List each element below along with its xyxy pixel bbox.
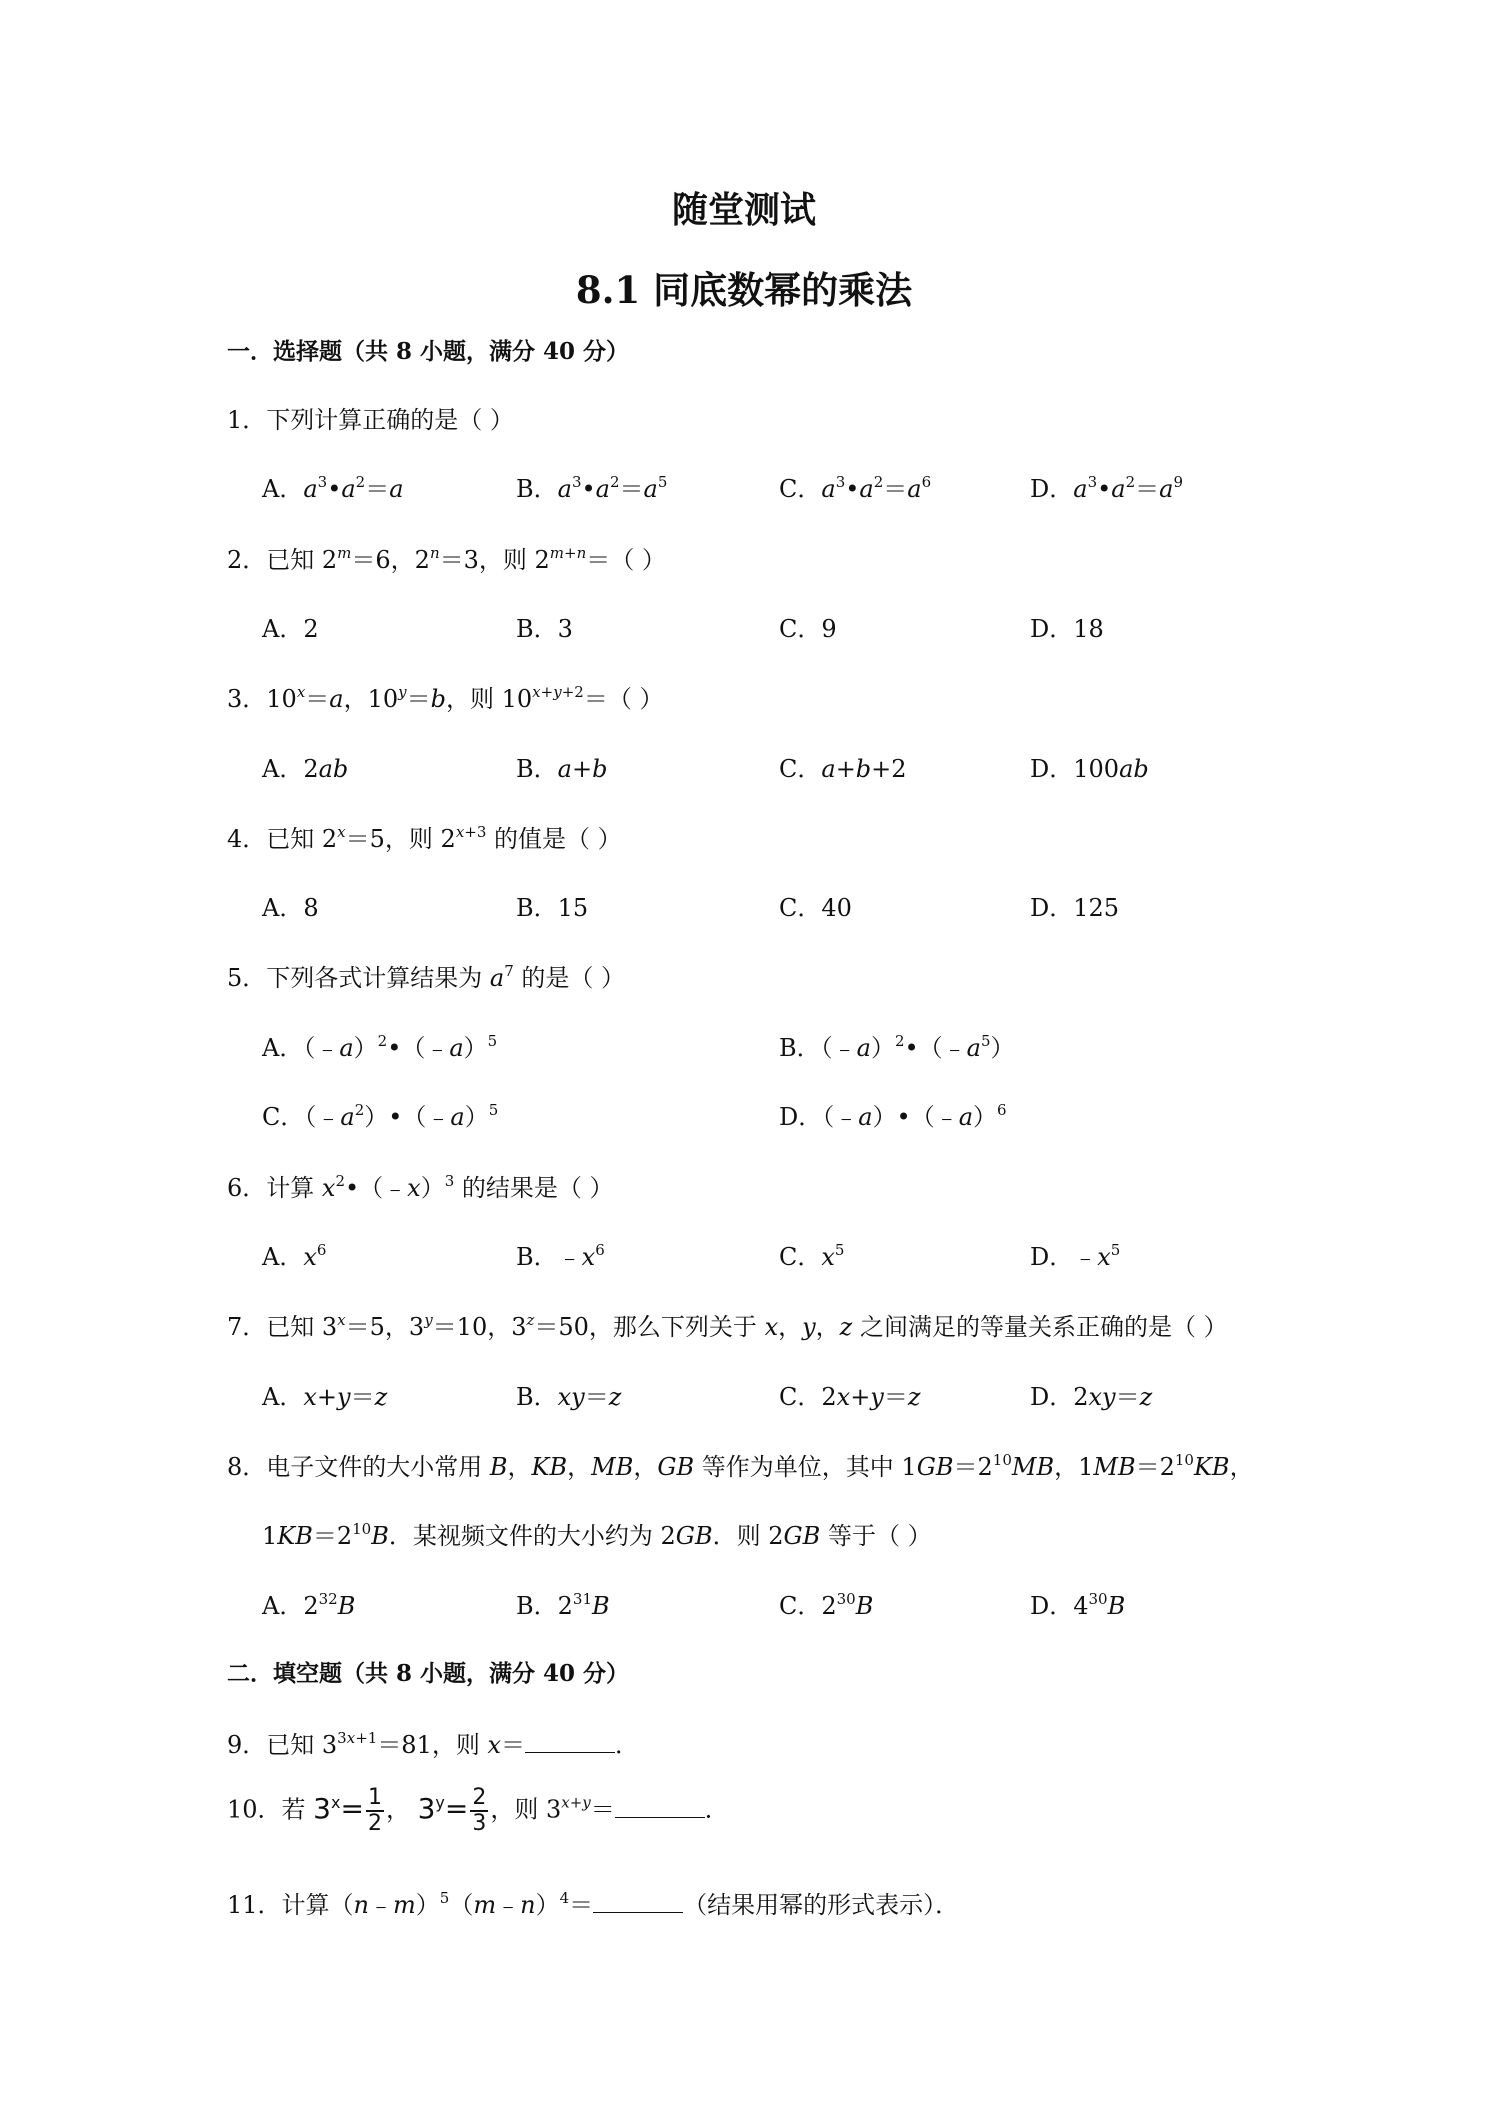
option-c: C．9 <box>779 615 837 643</box>
option-a: A．$x^6$ <box>262 1241 327 1271</box>
option-c: C．$x^5$ <box>779 1241 845 1271</box>
option-c: C．$(﹣a^2)•(﹣a)^5$ <box>262 1101 499 1131</box>
question-3-options <box>0 749 1488 783</box>
option-d: D．18 <box>1030 615 1104 643</box>
option-b: B．xy＝z <box>516 1383 622 1411</box>
question-4: 4．已知 $2^x=5$，则 $2^{x+3}$ 的值是（ ） <box>227 823 622 853</box>
option-b: B．15 <box>516 894 589 922</box>
option-d: D．$4^{30}B$ <box>1030 1590 1126 1620</box>
section-fill-heading: 二．填空题（共 8 小题，满分 40 分） <box>227 1660 630 1687</box>
option-b: B．a+b <box>516 755 608 783</box>
question-4-options <box>0 888 1488 922</box>
option-c: C．a+b+2 <box>779 755 907 783</box>
option-a: A．2ab <box>262 755 349 783</box>
option-c: C．2x+y＝z <box>779 1383 921 1411</box>
question-8-options <box>0 1586 1488 1620</box>
option-b: B．$2^{31}B$ <box>516 1590 610 1620</box>
question-5-options-row2 <box>0 1097 1488 1131</box>
option-b: B．$(﹣a)^2•(﹣a^5)$ <box>779 1032 1015 1062</box>
option-a: A．$a^3•a^2=a$ <box>262 473 404 503</box>
question-5-options-row1 <box>0 1028 1488 1062</box>
option-c: C．40 <box>779 894 852 922</box>
option-d: D．125 <box>1030 894 1120 922</box>
option-a: A．（﹣a）$^2$•（﹣a）$^5$ <box>262 1032 498 1062</box>
answer-blank[interactable] <box>525 1732 615 1753</box>
page-subtitle: 8.1 同底数幂的乘法 <box>575 268 913 312</box>
option-a: A．x+y＝z <box>262 1383 388 1411</box>
question-8-line2: $1KB=2^{10}B$．某视频文件的大小约为 2GB．则 2GB 等于（ ） <box>262 1520 932 1550</box>
option-a: A．2 <box>262 615 319 643</box>
page-title: 随堂测试 <box>671 189 816 231</box>
question-3: 3．$10^x=a$，$10^y=b$，则 $10^{x+y+2}=$（ ） <box>227 683 664 713</box>
option-b: B．3 <box>516 615 573 643</box>
question-5: 5．下列各式计算结果为 $a^7$ 的是（ ） <box>227 962 626 992</box>
answer-blank[interactable] <box>615 1797 705 1818</box>
question-6-options <box>0 1237 1488 1271</box>
option-b: B．$a^3•a^2=a^5$ <box>516 473 668 503</box>
option-a: A．$2^{32}B$ <box>262 1590 356 1620</box>
option-d: D．（﹣a）•（﹣a）$^6$ <box>779 1101 1007 1131</box>
section-choice-heading: 一．选择题（共 8 小题，满分 40 分） <box>227 338 630 365</box>
option-c: C．$a^3•a^2=a^6$ <box>779 473 932 503</box>
question-7: 7．已知 $3^x=5$，$3^y=10$，$3^z=50$，那么下列关于 x，y，z 之间满足的等量关系正确的是（ ） <box>227 1311 1228 1341</box>
option-d: D．2xy＝z <box>1030 1383 1153 1411</box>
option-d: D．100ab <box>1030 755 1149 783</box>
option-d: D．$﹣x^5$ <box>1030 1241 1121 1271</box>
question-2-options <box>0 609 1488 643</box>
question-1: 1．下列计算正确的是（ ） <box>227 406 514 434</box>
question-9: 9．已知 $3^{3x+1}=81$，则 x＝ ． <box>227 1729 640 1759</box>
option-c: C．$2^{30}B$ <box>779 1590 874 1620</box>
question-2: 2．已知 $2^m=6$，$2^n=3$，则 $2^{m+n}=$（ ） <box>227 544 666 574</box>
question-7-options <box>0 1377 1488 1411</box>
question-1-options <box>0 469 1488 503</box>
answer-blank[interactable] <box>593 1892 683 1913</box>
option-a: A．8 <box>262 894 319 922</box>
fraction-two-thirds: $\frac{2}{3}$ <box>472 1785 487 1836</box>
question-10: 10．若 $3^x=$ $\frac{1}{2}$ ， $3^y=$ $\frac{2}{3}$ ，则 $3^{x+y}=$ ． <box>227 1785 729 1836</box>
question-11: 11．计算（n﹣m）$^5$（m﹣n）$^4$＝ （结果用幂的形式表示）． <box>227 1889 960 1919</box>
option-b: B．$﹣x^6$ <box>516 1241 605 1271</box>
fraction-one-half: $\frac{1}{2}$ <box>367 1785 382 1836</box>
question-6: 6．计算 $x^2•(﹣x)^3$ 的结果是（ ） <box>227 1172 614 1202</box>
question-8-line1: 8．电子文件的大小常用 B，KB，MB，GB 等作为单位，其中 $1GB=2^{10}MB$，$1MB=2^{10}KB$， <box>227 1451 1254 1481</box>
option-d: D．$a^3•a^2=a^9$ <box>1030 473 1183 503</box>
